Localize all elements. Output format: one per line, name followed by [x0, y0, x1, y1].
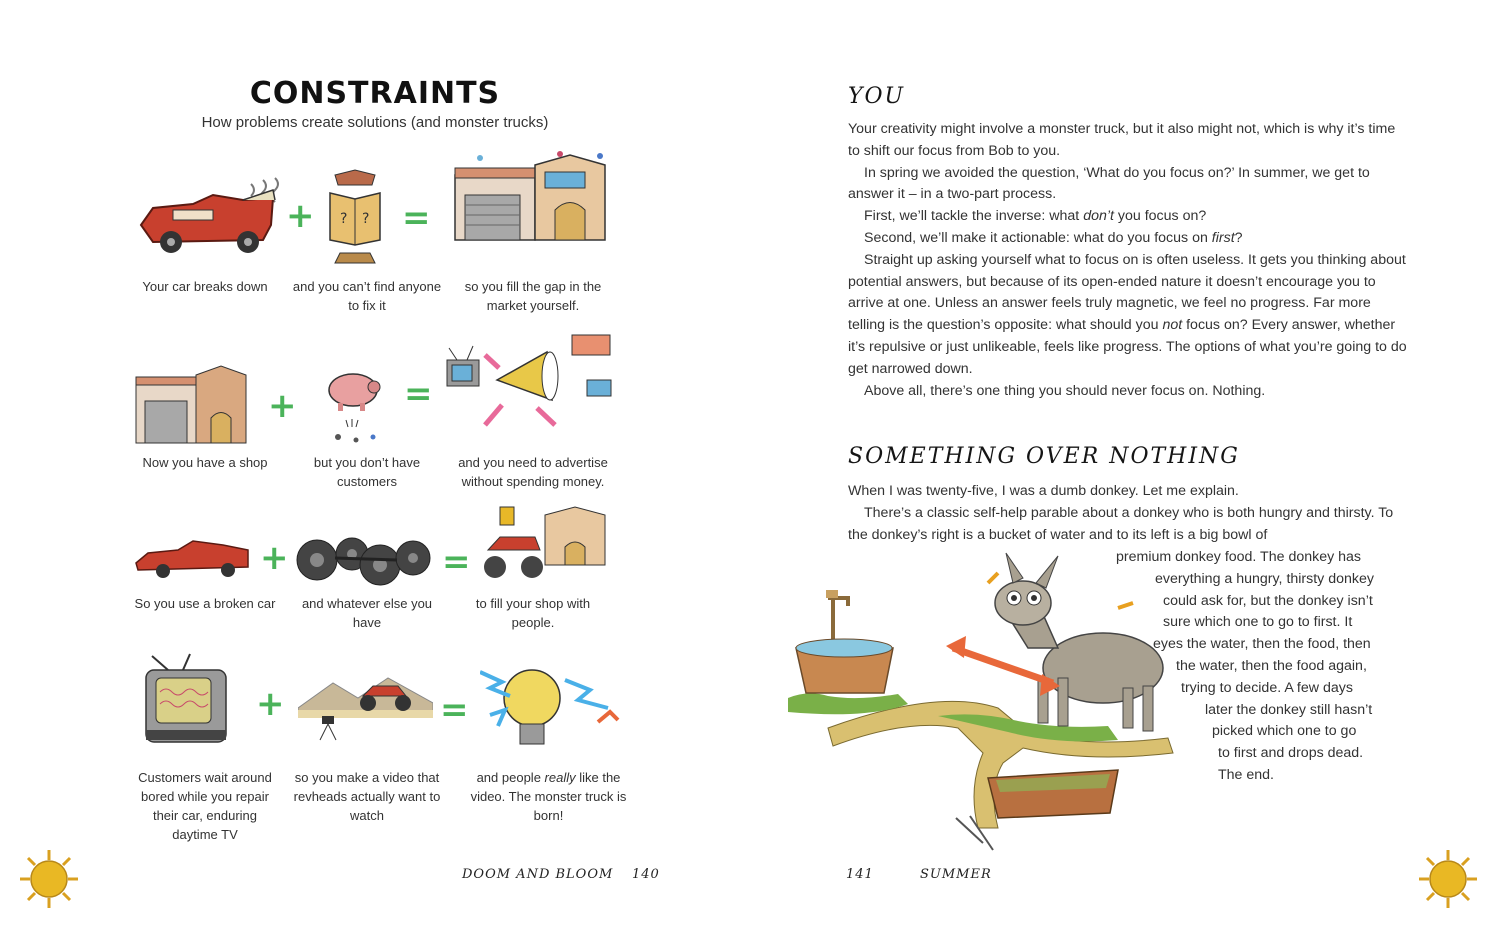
sun-icon: [16, 848, 82, 910]
broken-car-illustration: [133, 170, 293, 265]
equals-sign: =: [440, 690, 469, 730]
section-heading-you: YOU: [848, 84, 906, 109]
row1-caption-a: Your car breaks down: [142, 279, 268, 294]
donkey-intro-text: [848, 481, 1398, 546]
plus-sign: +: [260, 538, 289, 578]
row3-caption-a: So you use a broken car: [134, 596, 276, 611]
video-shoot-illustration: [298, 668, 433, 746]
you-section-text: [848, 119, 1408, 402]
wrap-line: the water, then the food again,: [1176, 658, 1367, 674]
megaphone-advertising-illustration: [437, 330, 617, 435]
wrap-line: to first and drops dead.: [1218, 745, 1364, 761]
page-subtitle: How problems create solutions (and monster trucks): [201, 114, 549, 131]
wrap-line: everything a hungry, thirsty donkey: [1155, 571, 1374, 587]
row2-caption-c: and you need to advertise without spending money.: [458, 455, 608, 489]
wrap-line: could ask for, but the donkey isn’t: [1163, 593, 1373, 609]
row4-caption-b: so you make a video that revheads actually want to watch: [293, 770, 441, 823]
section-heading-something-over-nothing: SOMETHING OVER NOTHING: [848, 444, 1240, 469]
broken-car-illustration: [133, 535, 253, 585]
monster-truck-wheels-illustration: [295, 530, 435, 590]
svg-text:?: ?: [362, 211, 370, 227]
plus-sign: +: [286, 196, 315, 236]
equals-sign: =: [404, 374, 433, 414]
wrap-line: sure which one to go to first. It: [1163, 614, 1353, 630]
shop-illustration: [133, 363, 253, 448]
old-tv-illustration: [138, 652, 233, 750]
wrap-line: eyes the water, then the food, then: [1153, 636, 1371, 652]
page-number-right: 141: [846, 867, 874, 882]
paragraph: Your creativity might involve a monster truck, but it also might not, which is why it’s time to shift our focus from Bob to you.: [848, 121, 1396, 159]
sun-icon: [1415, 848, 1481, 910]
confused-book-illustration: [320, 165, 390, 270]
wrap-line: trying to decide. A few days: [1181, 680, 1353, 696]
paragraph: Above all, there’s one thing you should never focus on. Nothing.: [864, 382, 1266, 399]
row2-caption-a: Now you have a shop: [142, 455, 268, 470]
paragraph: First, we’ll tackle the inverse: what don’t you focus on?: [864, 208, 1207, 225]
row1-caption-b: and you can’t find anyone to fix it: [292, 279, 442, 313]
monster-truck-shop-illustration: [480, 505, 610, 585]
lightbulb-idea-illustration: [480, 660, 625, 752]
row4-caption-a: Customers wait around bored while you repair their car, enduring daytime TV: [138, 770, 272, 842]
wrap-line: picked which one to go: [1212, 723, 1357, 739]
wrap-line: premium donkey food. The donkey has: [1116, 549, 1362, 565]
paragraph: When I was twenty-five, I was a dumb donkey. Let me explain.: [848, 483, 1239, 499]
plus-sign: +: [256, 684, 285, 724]
empty-piggy-bank-illustration: [318, 365, 388, 445]
row2-caption-b: but you don’t have customers: [313, 455, 421, 489]
plus-sign: +: [268, 386, 297, 426]
paragraph: Second, we’ll make it actionable: what do you focus on first?: [864, 229, 1243, 246]
wrap-line: later the donkey still hasn’t: [1205, 702, 1373, 718]
equals-sign: =: [402, 198, 431, 238]
paragraph: There’s a classic self-help parable about a donkey who is both hungry and thirsty. To the donkey’s right is a bucket of water and to its left is a big bowl of: [848, 504, 1394, 543]
row4-caption-c: and people really like the video. The monster truck is born!: [470, 770, 627, 823]
footer-book-title: DOOM AND BLOOM: [462, 867, 614, 882]
page-number-left: 140: [632, 867, 660, 882]
garage-shop-illustration: [450, 150, 610, 245]
equals-sign: =: [442, 542, 471, 582]
svg-text:?: ?: [340, 211, 348, 227]
wrap-line: The end.: [1218, 767, 1275, 783]
paragraph: Straight up asking yourself what to focus on is often useless. It gets you thinking about potential answers, but because of its open-ended nature it doesn’t encourage you to arrive at one. Unless an answer feels truly magnetic, we feel no progress. Far more telling is the question’s opposite: what should you not focus on? Every answer, whether it’s repulsive or just unlikeable, feels like progress. The options of what you’re going to do get narrowed down.: [848, 251, 1407, 377]
paragraph: In spring we avoided the question, ‘What do you focus on?’ In summer, we get to answer it – in a two-part process.: [848, 164, 1370, 203]
row1-caption-c: so you fill the gap in the market yourself.: [464, 279, 602, 313]
row3-caption-c: to fill your shop with people.: [475, 596, 591, 630]
page-title: CONSTRAINTS: [249, 76, 501, 111]
footer-season-title: SUMMER: [920, 867, 992, 882]
donkey-parable-illustration: [788, 548, 1208, 858]
row3-caption-b: and whatever else you have: [301, 596, 433, 630]
